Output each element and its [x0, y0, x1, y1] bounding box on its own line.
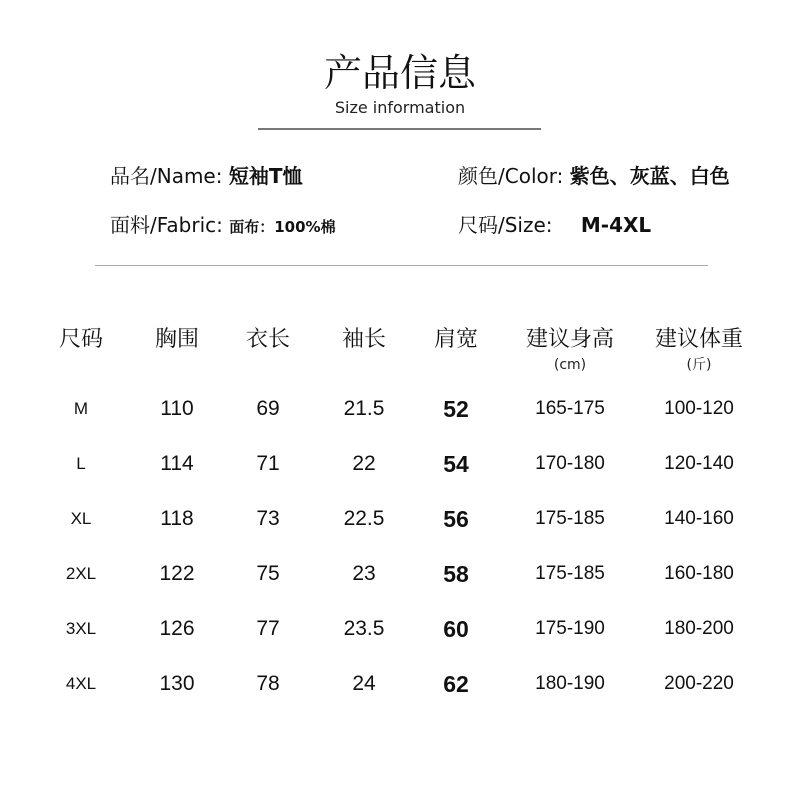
header-shoulder-label: 肩宽: [433, 327, 478, 352]
header-height: [505, 326, 635, 374]
product-color-label: 颜色/Color:: [458, 164, 564, 188]
cell-chest: 126: [159, 617, 195, 640]
cell-length: 73: [256, 507, 280, 530]
product-color-value: 紫色、灰蓝、白色: [569, 164, 730, 188]
cell-sleeve: 22.5: [343, 507, 385, 530]
cell-chest: 110: [160, 397, 194, 420]
header-height-unit: (cm): [553, 357, 587, 373]
cell-shoulder: 58: [443, 561, 469, 587]
product-fabric-label: 面料/Fabric:: [110, 213, 223, 237]
cell-chest: 130: [159, 672, 195, 695]
cell-shoulder: 60: [443, 616, 469, 642]
cell-size: 3XL: [65, 619, 97, 638]
product-name-value: 短袖T恤: [228, 164, 303, 188]
cell-chest: 122: [159, 562, 195, 585]
product-size-value: M-4XL: [580, 213, 652, 237]
cell-height: 170-180: [535, 453, 605, 474]
cell-height: 175-190: [535, 618, 605, 639]
header-shoulder: [391, 326, 521, 354]
header-size-label: 尺码: [58, 327, 103, 352]
cell-length: 71: [256, 452, 280, 475]
header-height-label: 建议身高: [525, 327, 614, 352]
cell-height: 175-185: [535, 508, 605, 529]
cell-length: 69: [256, 397, 280, 420]
cell-size: M: [73, 399, 89, 418]
product-fabric-value: 面布：100%棉: [229, 218, 336, 236]
cell-weight: 100-120: [664, 398, 734, 419]
cell-sleeve: 21.5: [343, 397, 385, 420]
cell-chest: 118: [160, 507, 194, 530]
page-subtitle: Size information: [334, 98, 466, 117]
cell-weight: 160-180: [664, 563, 734, 584]
cell-shoulder: 54: [443, 451, 469, 477]
cell-length: 77: [256, 617, 280, 640]
product-size-label: 尺码/Size:: [458, 213, 553, 237]
product-name: [110, 163, 303, 189]
product-size: [458, 212, 651, 238]
cell-weight: 200-220: [664, 673, 734, 694]
cell-shoulder: 62: [443, 671, 469, 697]
cell-shoulder: 56: [443, 506, 469, 532]
cell-sleeve: 22: [352, 452, 376, 475]
cell-shoulder: 52: [443, 396, 469, 422]
product-name-label: 品名/Name:: [110, 164, 223, 188]
product-color: [458, 163, 730, 189]
cell-size: XL: [70, 509, 92, 528]
page-title: 产品信息: [323, 51, 476, 95]
header-weight-unit: (斤): [686, 357, 712, 373]
title-divider: [258, 128, 541, 130]
cell-height: 175-185: [535, 563, 605, 584]
cell-size: 4XL: [65, 674, 97, 693]
header-weight-label: 建议体重: [654, 327, 743, 352]
cell-length: 78: [256, 672, 280, 695]
header-weight: [634, 326, 764, 374]
cell-height: 180-190: [535, 673, 605, 694]
cell-sleeve: 23: [352, 562, 376, 585]
cell-weight: 140-160: [664, 508, 734, 529]
cell-sleeve: 24: [352, 672, 376, 695]
cell-length: 75: [256, 562, 280, 585]
cell-chest: 114: [160, 452, 194, 475]
header-chest-label: 胸围: [154, 327, 199, 352]
header-length-label: 衣长: [245, 327, 290, 352]
cell-sleeve: 23.5: [343, 617, 385, 640]
cell-height: 165-175: [535, 398, 605, 419]
cell-size: L: [76, 454, 86, 473]
section-divider: [95, 265, 708, 266]
product-fabric: [110, 212, 336, 240]
cell-weight: 120-140: [664, 453, 734, 474]
cell-size: 2XL: [65, 564, 97, 583]
header-sleeve-label: 袖长: [341, 327, 386, 352]
cell-weight: 180-200: [664, 618, 734, 639]
